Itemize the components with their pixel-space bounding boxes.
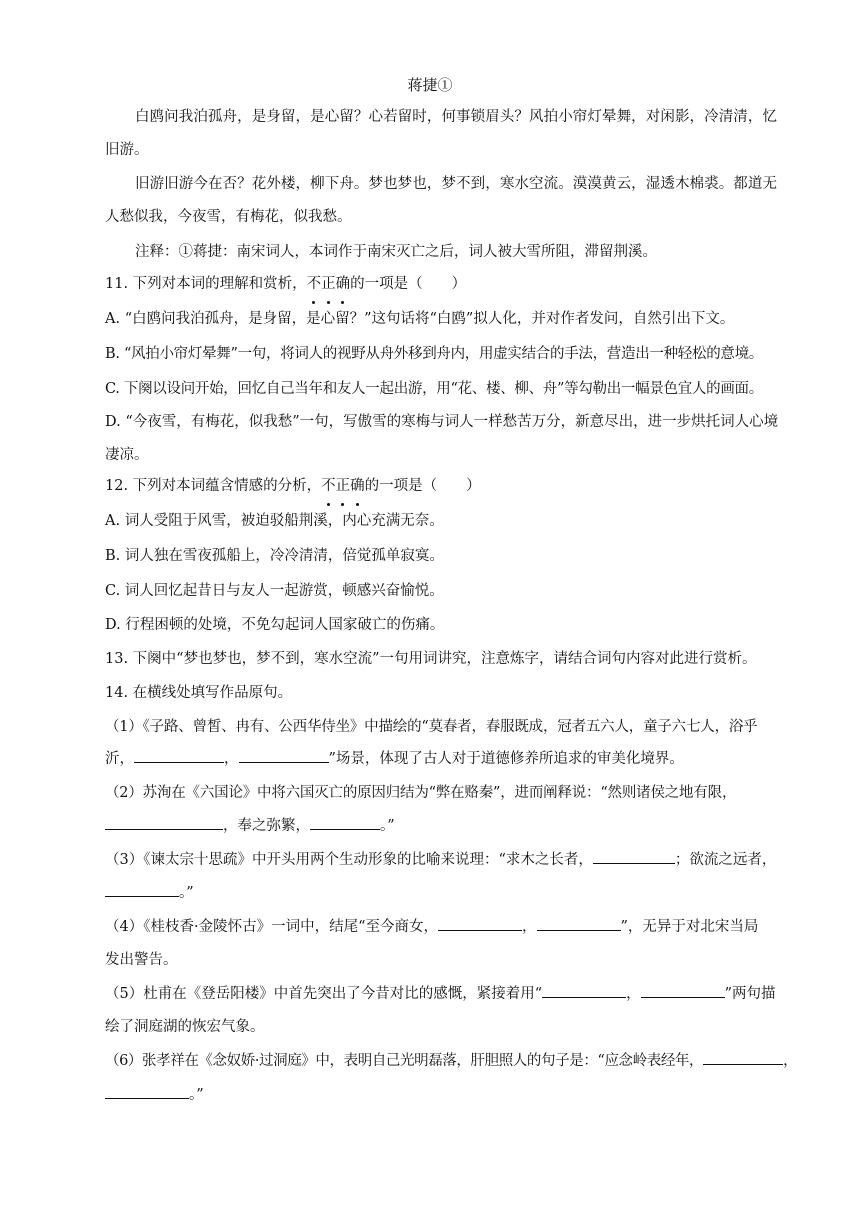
fill-blank[interactable]	[310, 813, 380, 830]
q14-sub5-line1	[105, 978, 785, 1011]
q14-sub3-line2	[105, 877, 785, 910]
q14-sub5-line2: 绘了洞庭湖的恢宏气象。	[105, 1019, 265, 1035]
text: ”，无异于对北宋当局	[620, 919, 759, 935]
text: 。”	[179, 885, 194, 901]
q12-stem	[105, 470, 785, 503]
text: ”两句描	[724, 986, 776, 1002]
fill-blank[interactable]	[105, 813, 223, 830]
q14-sub1-line1: （1）《子路、曾皙、冉有、公西华侍坐》中描绘的“莫春者，春服既成，冠者五六人，童子六七人，浴乎	[105, 719, 758, 735]
fill-blank[interactable]	[134, 746, 224, 763]
fill-blank[interactable]	[593, 847, 675, 864]
q12-option-d: D. 行程困顿的处境，不免勾起词人国家破亡的伤痛。	[105, 617, 445, 633]
poem-paragraph-1: 白鸥问我泊孤舟，是身留，是心留？心若留时，何事锁眉头？风拍小帘灯晕舞，对闲影，冷清清，忆旧游。	[105, 109, 777, 158]
q12-option-c: C. 词人回忆起昔日与友人一起游赏，顿感兴奋愉悦。	[105, 583, 444, 599]
text: （3）《谏太宗十思疏》中开头用两个生动形象的比喻来说理：“求木之长者，	[105, 852, 593, 868]
text: （4）《桂枝香·金陵怀古》一词中，结尾“至今商女，	[105, 919, 438, 935]
q14-sub3-line1	[105, 844, 785, 877]
poem-title: 蒋捷①	[407, 76, 453, 94]
fill-blank[interactable]	[537, 914, 621, 931]
q14-stem: 14. 在横线处填写作品原句。	[105, 685, 293, 701]
q11-option-a: A. “白鸥问我泊孤舟，是身留，是心留？”这句话将“白鸥”拟人化，并对作者发问，自然引出下文。	[105, 311, 735, 327]
text: （5）杜甫在《登岳阳楼》中首先突出了今昔对比的感慨，紧接着用“	[105, 986, 543, 1002]
emphasis-char: 确	[336, 268, 351, 301]
fill-blank[interactable]	[703, 1048, 783, 1065]
fill-blank[interactable]	[105, 1082, 189, 1099]
q14-sub2-line2	[105, 810, 785, 843]
q14-sub1-line2	[105, 743, 785, 776]
q14-sub4-line1	[105, 911, 785, 944]
emphasis-char: 不	[307, 268, 322, 301]
text: ，	[224, 751, 239, 767]
q11-stem	[105, 268, 785, 301]
q12-option-a: A. 词人受阻于风雪，被迫驳船荆溪，内心充满无奈。	[105, 513, 444, 529]
q11-stem-after: 的一项是（ ）	[350, 276, 467, 292]
text: ”场景，体现了古人对于道德修养所追求的审美化境界。	[328, 751, 684, 767]
q14-sub2-line1: （2）苏洵在《六国论》中将六国灭亡的原因归结为“弊在赂秦”，进而阐释说：“然则诸侯之地有限，	[105, 785, 737, 801]
fill-blank[interactable]	[641, 981, 725, 998]
q11-option-c: C. 下阕以设问开始，回忆自己当年和友人一起出游，用“花、楼、柳、舟”等勾勒出一幅景色宜人的画面。	[105, 381, 763, 397]
q14-sub4-line2: 发出警告。	[105, 952, 178, 968]
q12-stem-after: 的一项是（ ）	[364, 478, 481, 494]
q11-stem-before: 11. 下列对本词的理解和赏析，	[105, 276, 307, 292]
text: ；欲流之远者，	[674, 852, 777, 868]
fill-blank[interactable]	[105, 880, 179, 897]
q11-option-d: D. “今夜雪，有梅花，似我愁”一句，写傲雪的寒梅与词人一样愁苦万分，新意尽出，进一步烘托词人心境凄凉。	[105, 414, 779, 463]
fill-blank[interactable]	[542, 981, 626, 998]
text: 。”	[380, 818, 395, 834]
text: 。”	[189, 1087, 204, 1103]
emphasis-char: 正	[321, 268, 336, 301]
text: ，	[783, 1053, 798, 1069]
poem-note: 注释：①蒋捷：南宋词人，本词作于南宋灭亡之后，词人被大雪所阻，滞留荆溪。	[135, 244, 657, 260]
q14-sub6-line2	[105, 1079, 785, 1112]
q14-sub6-line1	[105, 1045, 798, 1078]
text: 沂，	[105, 751, 134, 767]
poem-paragraph-2: 旧游旧游今在否？花外楼，柳下舟。梦也梦也，梦不到，寒水空流。漠漠黄云，湿透木棉裘。都道无人愁似我，今夜雪，有梅花，似我愁。	[105, 176, 777, 225]
q12-stem-before: 12. 下列对本词蕴含情感的分析，	[105, 478, 322, 494]
q11-option-b: B. “风拍小帘灯晕舞”一句，将词人的视野从舟外移到舟内，用虚实结合的手法，营造出一种轻松的意境。	[105, 346, 763, 362]
text: ，	[522, 919, 537, 935]
emphasis-char: 不	[321, 470, 336, 503]
q13-stem: 13. 下阕中“梦也梦也，梦不到，寒水空流”一句用词讲究，注意炼字，请结合词句内容对此进行赏析。	[105, 651, 757, 667]
emphasis-char: 正	[336, 470, 351, 503]
q12-option-b: B. 词人独在雪夜孤船上，冷冷清清，倍觉孤单寂寞。	[105, 548, 444, 564]
emphasis-char: 确	[350, 470, 365, 503]
text: ，奉之弥繁，	[223, 818, 310, 834]
fill-blank[interactable]	[239, 746, 329, 763]
text: （6）张孝祥在《念奴娇·过洞庭》中，表明自己光明磊落，肝胆照人的句子是：“应念岭表经年，	[105, 1053, 704, 1069]
fill-blank[interactable]	[438, 914, 522, 931]
text: ，	[626, 986, 641, 1002]
